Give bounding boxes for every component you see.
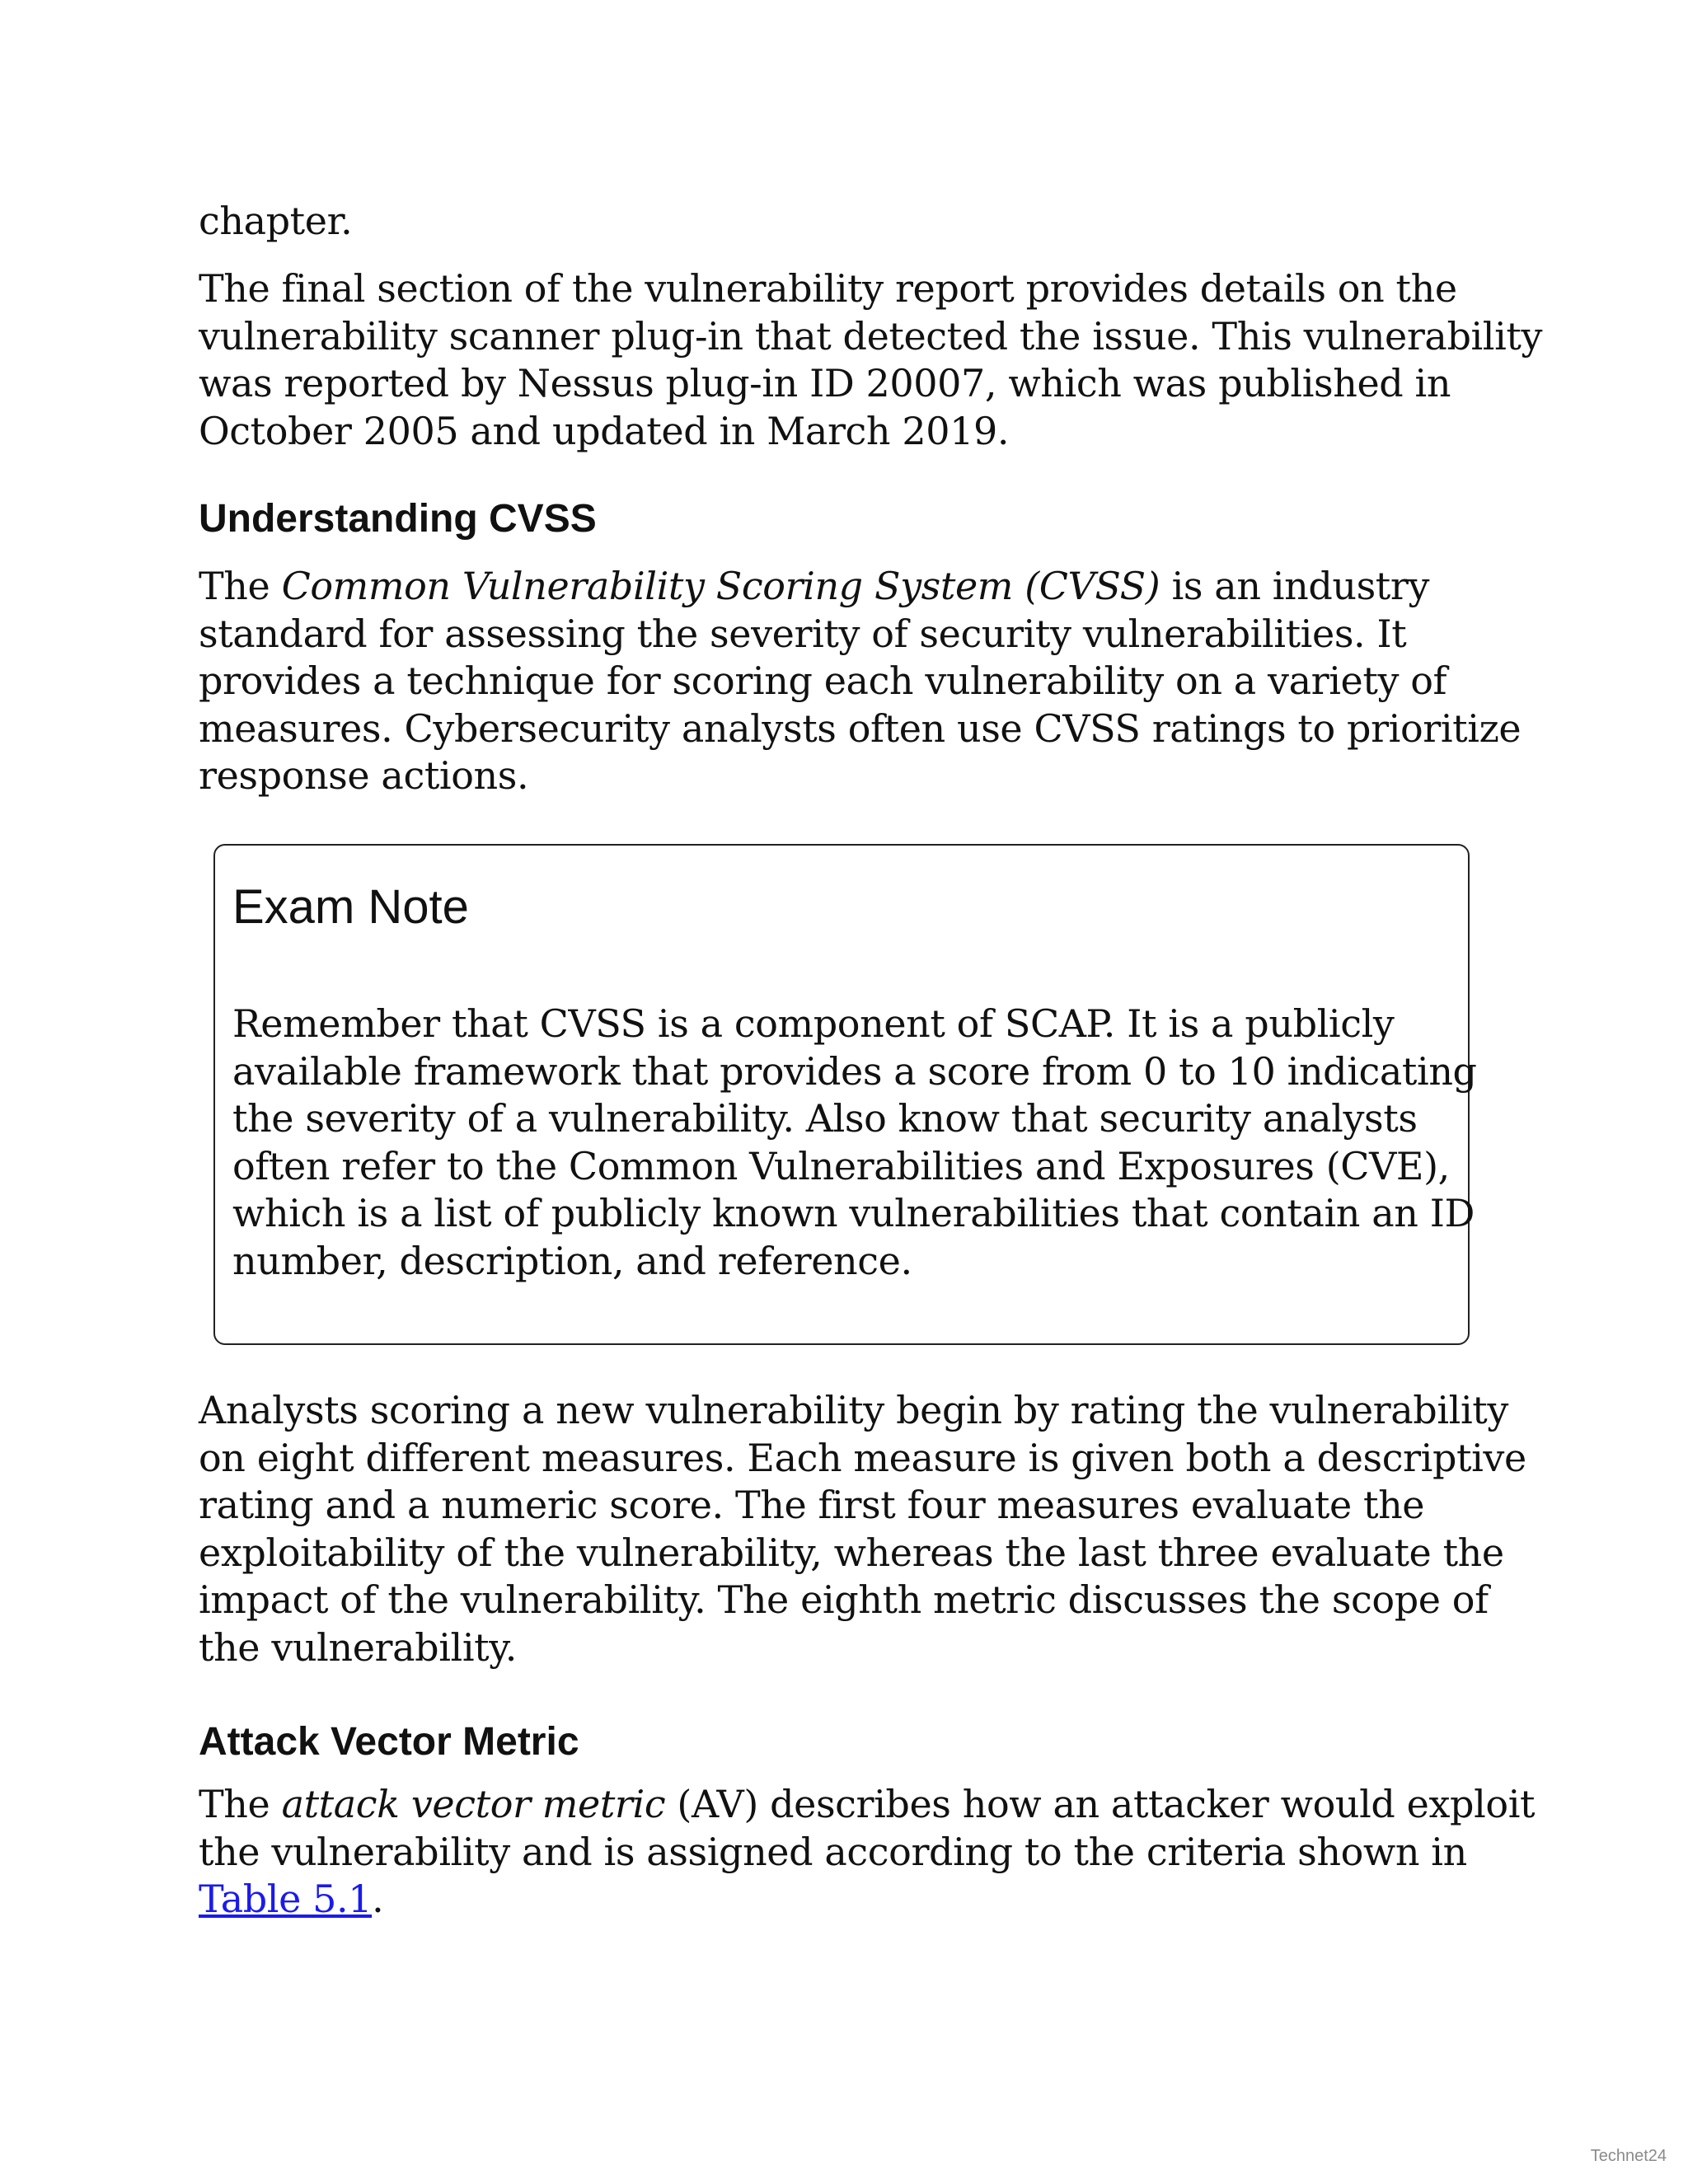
paragraph-line: [199, 1781, 1535, 1829]
paragraph-line: measures. Cybersecurity analysts often use CVSS ratings to prioritize: [199, 705, 1522, 751]
exam-note-title: Exam Note: [232, 880, 469, 934]
exam-note-box: [213, 844, 1477, 1345]
intro-fragment: [199, 198, 352, 246]
paragraph-line: the vulnerability and is assigned according to the criteria shown in: [199, 1829, 1467, 1874]
paragraph-line: number, description, and reference.: [232, 1238, 912, 1283]
text-run: .: [372, 1877, 384, 1922]
text-run: is an industry: [1160, 564, 1430, 608]
paragraph-line: [199, 563, 1521, 611]
paragraph-line: exploitability of the vulnerability, whereas the last three evaluate the: [199, 1530, 1504, 1575]
text-run: (AV) describes how an attacker would exploit: [665, 1782, 1536, 1826]
paragraph-line: impact of the vulnerability. The eighth metric discusses the scope of: [199, 1577, 1489, 1623]
paragraph-line: the vulnerability.: [199, 1624, 517, 1670]
plugin-paragraph: [199, 265, 1542, 455]
paragraph-line: available framework that provides a score from 0 to 10 indicating: [232, 1048, 1477, 1094]
paragraph-line: October 2005 and updated in March 2019.: [199, 408, 1010, 453]
paragraph-line: provides a technique for scoring each vulnerability on a variety of: [199, 658, 1447, 704]
paragraph-line: vulnerability scanner plug-in that detected the issue. This vulnerability: [199, 313, 1543, 359]
paragraph-line: response actions.: [199, 753, 529, 799]
paragraph-line: which is a list of publicly known vulnerabilities that contain an ID: [232, 1191, 1475, 1236]
cvss-paragraph: [199, 563, 1521, 800]
paragraph-line: the severity of a vulnerability. Also know that security analysts: [232, 1096, 1418, 1141]
paragraph-line: standard for assessing the severity of security vulnerabilities. It: [199, 611, 1407, 656]
attack-vector-paragraph: [199, 1781, 1535, 1924]
text-run: The: [199, 1782, 282, 1826]
paragraph-line: The final section of the vulnerability report provides details on the: [199, 266, 1457, 311]
attack-vector-term-italic: attack vector metric: [281, 1782, 666, 1826]
exam-note-body: [232, 1001, 1477, 1286]
table-5-1-link[interactable]: Table 5.1: [199, 1877, 373, 1922]
paragraph-line: often refer to the Common Vulnerabilities and Exposures (CVE),: [232, 1143, 1450, 1188]
section-heading-attack-vector-metric: Attack Vector Metric: [199, 1720, 579, 1764]
paragraph-line: rating and a numeric score. The first four measures evaluate the: [199, 1483, 1425, 1528]
paragraph-line: Analysts scoring a new vulnerability begin by rating the vulnerability: [199, 1388, 1508, 1432]
cvss-term-italic: Common Vulnerability Scoring System (CVSS): [281, 564, 1160, 608]
paragraph-line: Remember that CVSS is a component of SCAP. It is a publicly: [232, 1001, 1395, 1046]
intro-line: chapter.: [199, 199, 353, 243]
section-heading-understanding-cvss: Understanding CVSS: [199, 497, 597, 541]
text-run: The: [199, 564, 282, 608]
paragraph-line: [199, 1876, 1535, 1924]
paragraph-line: was reported by Nessus plug-in ID 20007, which was published in: [199, 361, 1451, 406]
footer-watermark: Technet24: [1590, 2147, 1667, 2165]
paragraph-line: on eight different measures. Each measure is given both a descriptive: [199, 1435, 1526, 1480]
measures-paragraph: [199, 1387, 1526, 1672]
